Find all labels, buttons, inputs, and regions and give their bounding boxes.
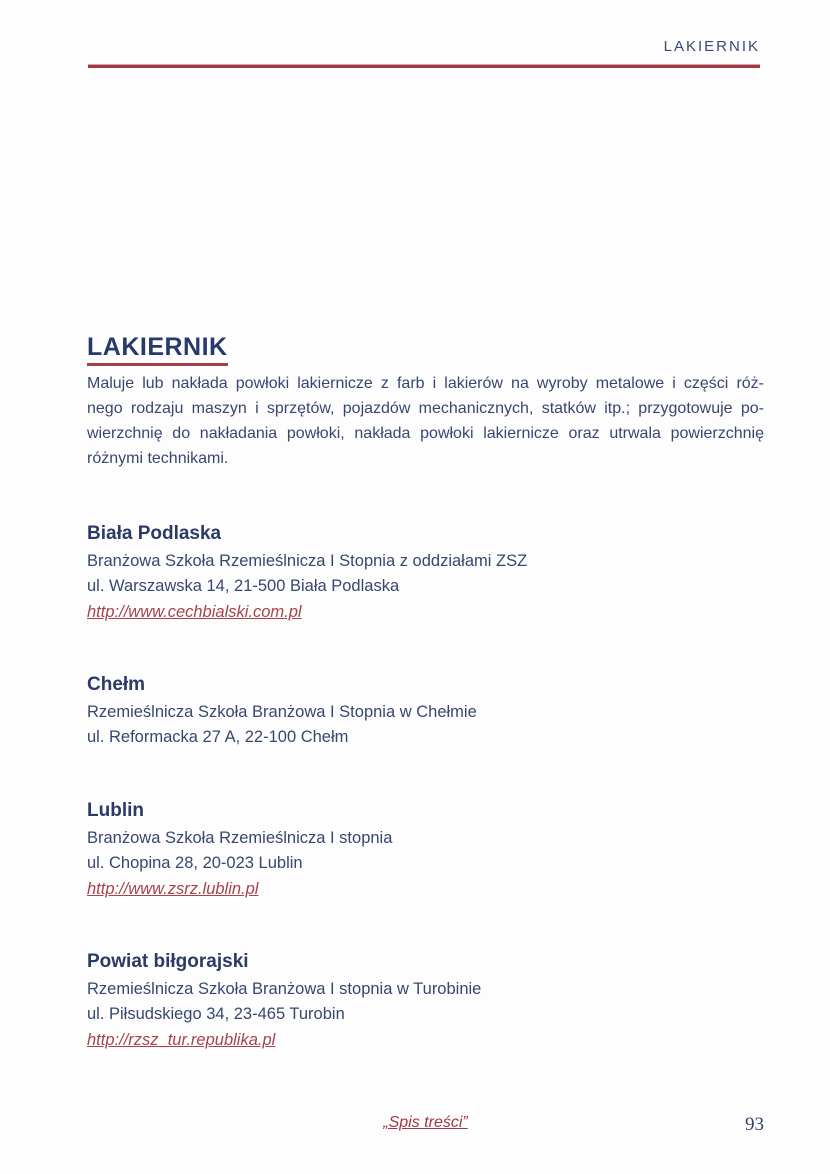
school-website-link[interactable]: http://www.cechbialski.com.pl (87, 602, 302, 621)
school-address: ul. Reformacka 27 A, 22-100 Chełm (87, 728, 349, 747)
main-content (87, 333, 764, 1100)
description-line: różnymi technikami. (87, 449, 229, 467)
city-section-biala-podlaska (87, 521, 764, 625)
page-footer (87, 1114, 764, 1144)
profession-description (87, 371, 764, 471)
city-heading: Biała Podlaska (87, 522, 222, 544)
city-section-lublin (87, 798, 764, 902)
city-sections (87, 521, 764, 1053)
school-website-link[interactable]: http://rzsz_tur.republika.pl (87, 1030, 276, 1049)
school-name: Rzemieślnicza Szkoła Branżowa I Stopnia w Chełmie (87, 702, 477, 721)
description-line: wierzchnię do nakładania powłoki, nakłada powłoki lakiernicze oraz utrwala powierzchnię (87, 424, 764, 442)
page-title: LAKIERNIK (87, 333, 228, 366)
description-line: Maluje lub nakłada powłoki lakiernicze z farb i lakierów na wyroby metalowe i części róż- (87, 374, 764, 392)
city-heading: Powiat biłgorajski (87, 951, 249, 972)
page-number: 93 (745, 1114, 764, 1135)
school-address: ul. Warszawska 14, 21-500 Biała Podlaska (87, 577, 400, 596)
city-section-chelm (87, 672, 764, 751)
city-section-powiat-bilgorajski (87, 949, 764, 1053)
school-name: Branżowa Szkoła Rzemieślnicza I stopnia (87, 828, 393, 847)
description-line: nego rodzaju maszyn i sprzętów, pojazdów mechanicznych, statków itp.; przygotowuje po- (87, 399, 764, 417)
school-address: ul. Chopina 28, 20-023 Lublin (87, 854, 303, 873)
city-heading: Lublin (87, 799, 144, 821)
city-heading: Chełm (87, 673, 146, 695)
school-name: Rzemieślnicza Szkoła Branżowa I stopnia w Turobinie (87, 980, 482, 998)
school-name: Branżowa Szkoła Rzemieślnicza I Stopnia z oddziałami ZSZ (87, 551, 528, 570)
running-header-title: LAKIERNIK (663, 38, 760, 55)
table-of-contents-link[interactable]: „Spis treści” (383, 1114, 468, 1131)
school-address: ul. Piłsudskiego 34, 23-465 Turobin (87, 1005, 345, 1024)
header-rule-divider (88, 64, 760, 68)
school-website-link[interactable]: http://www.zsrz.lublin.pl (87, 879, 259, 898)
